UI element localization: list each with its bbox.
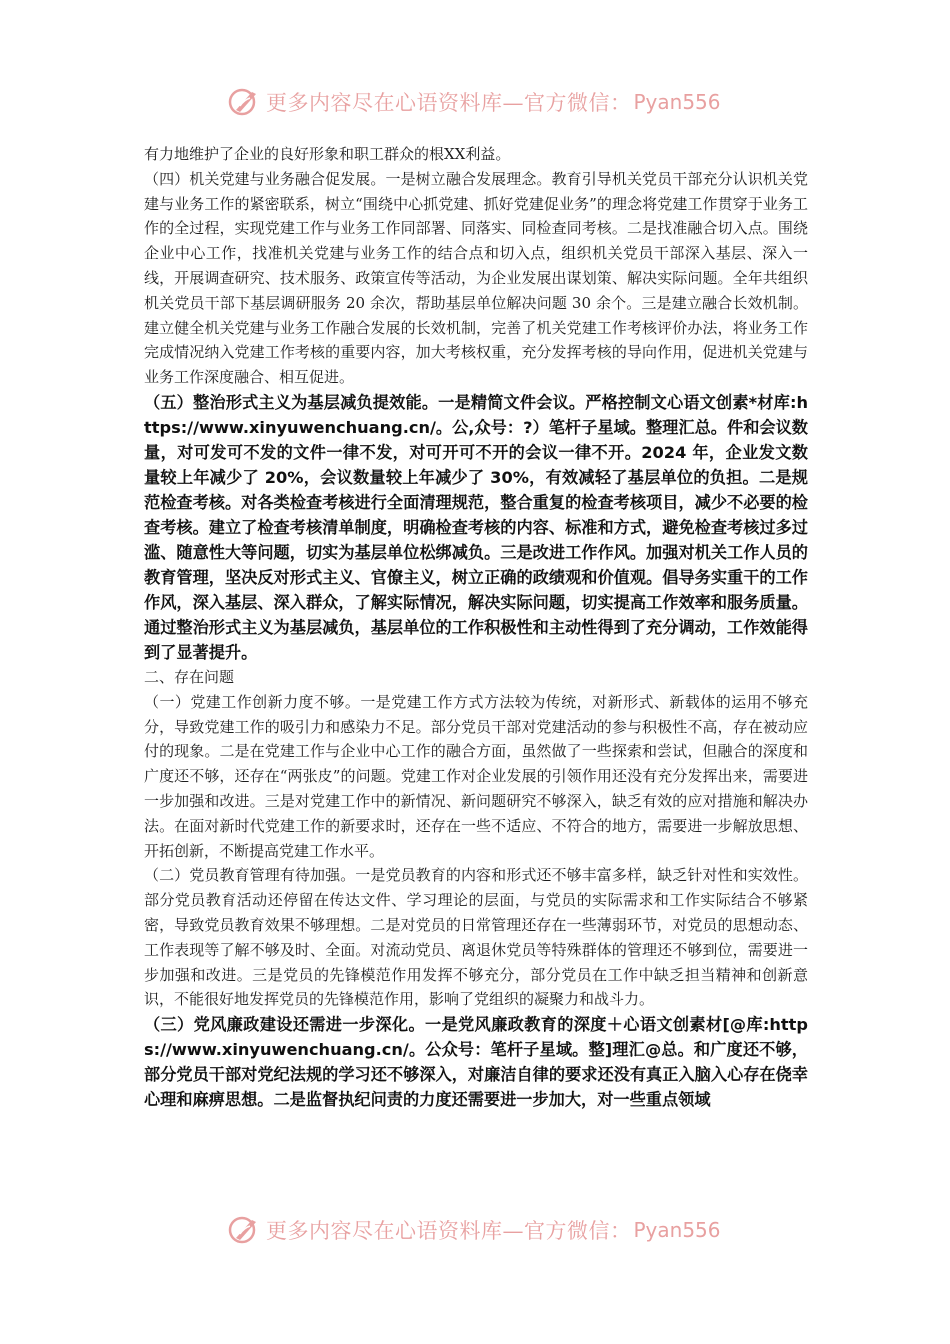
body-text [144, 142, 808, 1112]
paragraph-2: （四）机关党建与业务融合促发展。一是树立融合发展理念。教育引导机关党员干部充分认识机关党建与业务工作的紧密联系，树立“围绕中心抓党建、抓好党建促业务”的理念将党建工作贯穿于业务工作的全过程，实现党建工作与业务工作同部署、同落实、同检查同考核。二是找准融合切入点。围绕企业中心工作，找准机关党建与业务工作的结合点和切入点，组织机关党员干部深入基层、深入一线，开展调查研究、技术服务、政策宣传等活动，为企业发展出谋划策、解决实际问题。全年共组织机关党员干部下基层调研服务 20 余次，帮助基层单位解决问题 30 余个。三是建立融合长效机制。建立健全机关党建与业务工作融合发展的长效机制，完善了机关党建工作考核评价办法，将业务工作完成情况纳入党建工作考核的重要内容，加大考核权重，充分发挥考核的导向作用，促进机关党建与业务工作深度融合、相互促进。 [144, 169, 808, 387]
pen-logo-icon [226, 84, 262, 120]
paragraph-5: （一）党建工作创新力度不够。一是党建工作方式方法较为传统，对新形式、新载体的运用不够充分，导致党建工作的吸引力和感染力不足。部分党员干部对党建活动的参与积极性不高，存在被动应付的现象。二是在党建工作与企业中心工作的融合方面，虽然做了一些探索和尝试，但融合的深度和广度还不够，还存在“两张皮”的问题。党建工作对企业发展的引领作用还没有充分发挥出来，需要进一步加强和改进。三是对党建工作中的新情况、新问题研究不够深入，缺乏有效的应对措施和解决办法。在面对新时代党建工作的新要求时，还存在一些不适应、不符合的地方，需要进一步解放思想、开拓创新，不断提高党建工作水平。 [144, 692, 808, 860]
paragraph-7: （三）党风廉政建设还需进一步深化。一是党风廉政教育的深度＋心语文创素材[@库:https://www.xinyuwenchuang.cn/。公众号：笔杆子星域。整]理汇@总。和广度还不够，部分党员干部对党纪法规的学习还不够深入，对廉洁自律的要求还没有真正入脑入心存在侥幸心理和麻痹思想。二是监督执纪问责的力度还需要进一步加大，对一些重点领域 [144, 1015, 808, 1110]
footer-banner [226, 1210, 726, 1250]
banner-wechat-id: Pyan556 [633, 1218, 721, 1242]
banner-text: 更多内容尽在心语资料库—官方微信： [266, 1219, 632, 1243]
banner-text: 更多内容尽在心语资料库—官方微信： [266, 91, 632, 115]
header-banner [226, 82, 726, 122]
pen-logo-icon [226, 1212, 262, 1248]
paragraph-3: （五）整治形式主义为基层减负提效能。一是精简文件会议。严格控制文心语文创素*材库:https://www.xinyuwenchuang.cn/。公,众号：?）笔杆子星域。整理汇总。件和会议数量，对可发可不发的文件一律不发，对可开可不开的会议一律不开。2024 年，企业发文数量较上年减少了 20%，会议数量较上年减少了 30%，有效减轻了基层单位的负担。二是规范检查考核。对各类检查考核进行全面清理规范，整合重复的检查考核项目，减少不必要的检查考核。建立了检查考核清单制度，明确检查考核的内容、标准和方式，避免检查考核过多过滥、随意性大等问题，切实为基层单位松绑减负。三是改进工作作风。加强对机关工作人员的教育管理，坚决反对形式主义、官僚主义，树立正确的政绩观和价值观。倡导务实重干的工作作风，深入基层、深入群众，了解实际情况，解决实际问题，切实提高工作效率和服务质量。通过整治形式主义为基层减负，基层单位的工作积极性和主动性得到了充分调动，工作效能得到了显著提升。 [144, 392, 808, 662]
banner-wechat-id: Pyan556 [633, 90, 721, 114]
section-heading-problems: 二、存在问题 [144, 667, 235, 686]
paragraph-1: 有力地维护了企业的良好形象和职工群众的根XX利益。 [144, 145, 511, 163]
paragraph-6: （二）党员教育管理有待加强。一是党员教育的内容和形式还不够丰富多样，缺乏针对性和实效性。部分党员教育活动还停留在传达文件、学习理论的层面，与党员的实际需求和工作实际结合不够紧密，导致党员教育效果不够理想。二是对党员的日常管理还存在一些薄弱环节，对党员的思想动态、工作表现等了解不够及时、全面。对流动党员、离退休党员等特殊群体的管理还不够到位，需要进一步加强和改进。三是党员的先锋模范作用发挥不够充分，部分党员在工作中缺乏担当精神和创新意识，不能很好地发挥党员的先锋模范作用，影响了党组织的凝聚力和战斗力。 [144, 866, 808, 1009]
